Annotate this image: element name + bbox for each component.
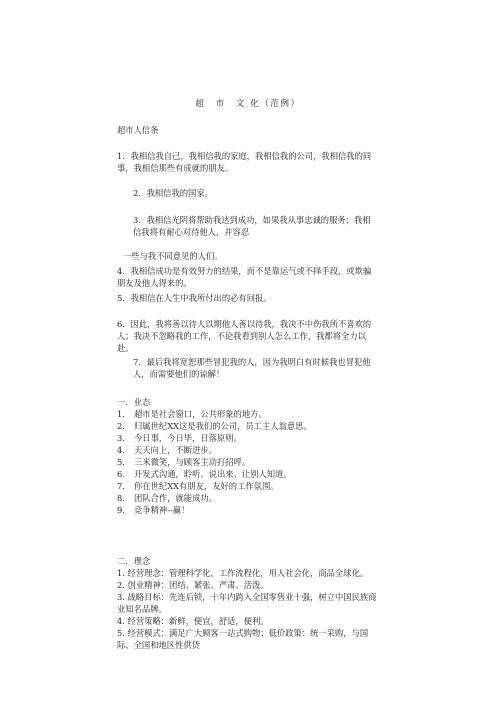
creed-text-3: 3．我相信光阴将帮助我达到成功，如果我从事忠诚的服务；我相信我将有耐心对待他人，并容忍: [133, 215, 371, 237]
creed-item-5: [117, 292, 378, 304]
concept-item: 2. 创业精神：团结、紧张、严肃、活泼。: [117, 580, 269, 590]
concept-item: 1. 经营理念：管理科学化，工作流程化，用人社会化，商品全球化。: [117, 568, 369, 578]
creed-item-6: [117, 318, 378, 354]
business-list: [117, 408, 378, 516]
business-heading: 一．业态: [117, 397, 151, 407]
concept-heading: 二．理念: [117, 556, 151, 566]
list-item: 5． 三米微笑，与顾客主动打招呼。: [117, 457, 251, 467]
section-creed-heading: [117, 124, 378, 136]
creed-item-3: [117, 214, 378, 262]
creed-text-2: 2．我相信我的国家。: [133, 188, 213, 198]
concept-item: 3. 战略目标：先连后锁，十年内跨入全国零售业十强，树立中国民族商业知名品牌。: [117, 592, 377, 614]
concept-item: 5. 经营模式：满足广大顾客一站式购物；低价政策：统一采购，与国际、全国和地区性供货: [117, 628, 369, 650]
concept-item: 4. 经营策略：新鲜，便宜，舒适，便利。: [117, 616, 269, 626]
list-item: 7． 你在世纪XX有朋友，友好的工作氛围。: [117, 481, 279, 491]
section-business: [117, 396, 378, 516]
list-item: 9． 竞争精神--赢！: [117, 505, 190, 515]
creed-text-4: 4．我相信成功是有效努力的结果，而不是靠运气或不择手段，或欺骗朋友及他人得来的。: [117, 266, 372, 288]
creed-item-1: [117, 150, 378, 174]
list-item: 6． 开发式沟通，聆听、说出来、让别人知道。: [117, 469, 292, 479]
list-item: 2． 归属世纪XX这是我们的公司，员工主人翁意思。: [117, 421, 312, 431]
list-item: 1． 超市是社会窗口，公共形象的地方。: [117, 409, 267, 419]
section-concept: [117, 555, 378, 651]
creed-text-3-cont: 一些与我不同意见的人们。: [123, 251, 223, 261]
creed-item-4: [117, 265, 378, 289]
creed-text-7: 7．最后我将宽恕那些冒犯我的人，因为我明白有时候我也冒犯他人，而需要他们的谅解！: [133, 357, 371, 379]
creed-heading: 超市人信条: [117, 125, 159, 135]
document-title: 超 市 文 化（范例）: [195, 99, 301, 109]
list-item: 3． 今日事，今日毕，日落原则。: [117, 433, 242, 443]
list-item: 4． 天天向上，不断进步。: [117, 445, 217, 455]
creed-item-7: [117, 356, 378, 380]
list-item: 8． 团队合作，就能成功。: [117, 493, 217, 503]
creed-item-2: [117, 187, 378, 199]
creed-text-1: 1．我相信我自己，我相信我的家庭，我相信我的公司，我相信我的同事，我相信那些有成就的朋友。: [117, 151, 372, 173]
creed-text-6: 6．因此，我将善以待人以期他人善以待我，我决不中伤我所不喜欢的人；我决不忽略我的工作，不论我看到别人怎么工作，我都将全力以赴。: [117, 319, 372, 353]
creed-text-5: 5．我相信在人生中我所付出的必有回报。: [117, 293, 272, 303]
